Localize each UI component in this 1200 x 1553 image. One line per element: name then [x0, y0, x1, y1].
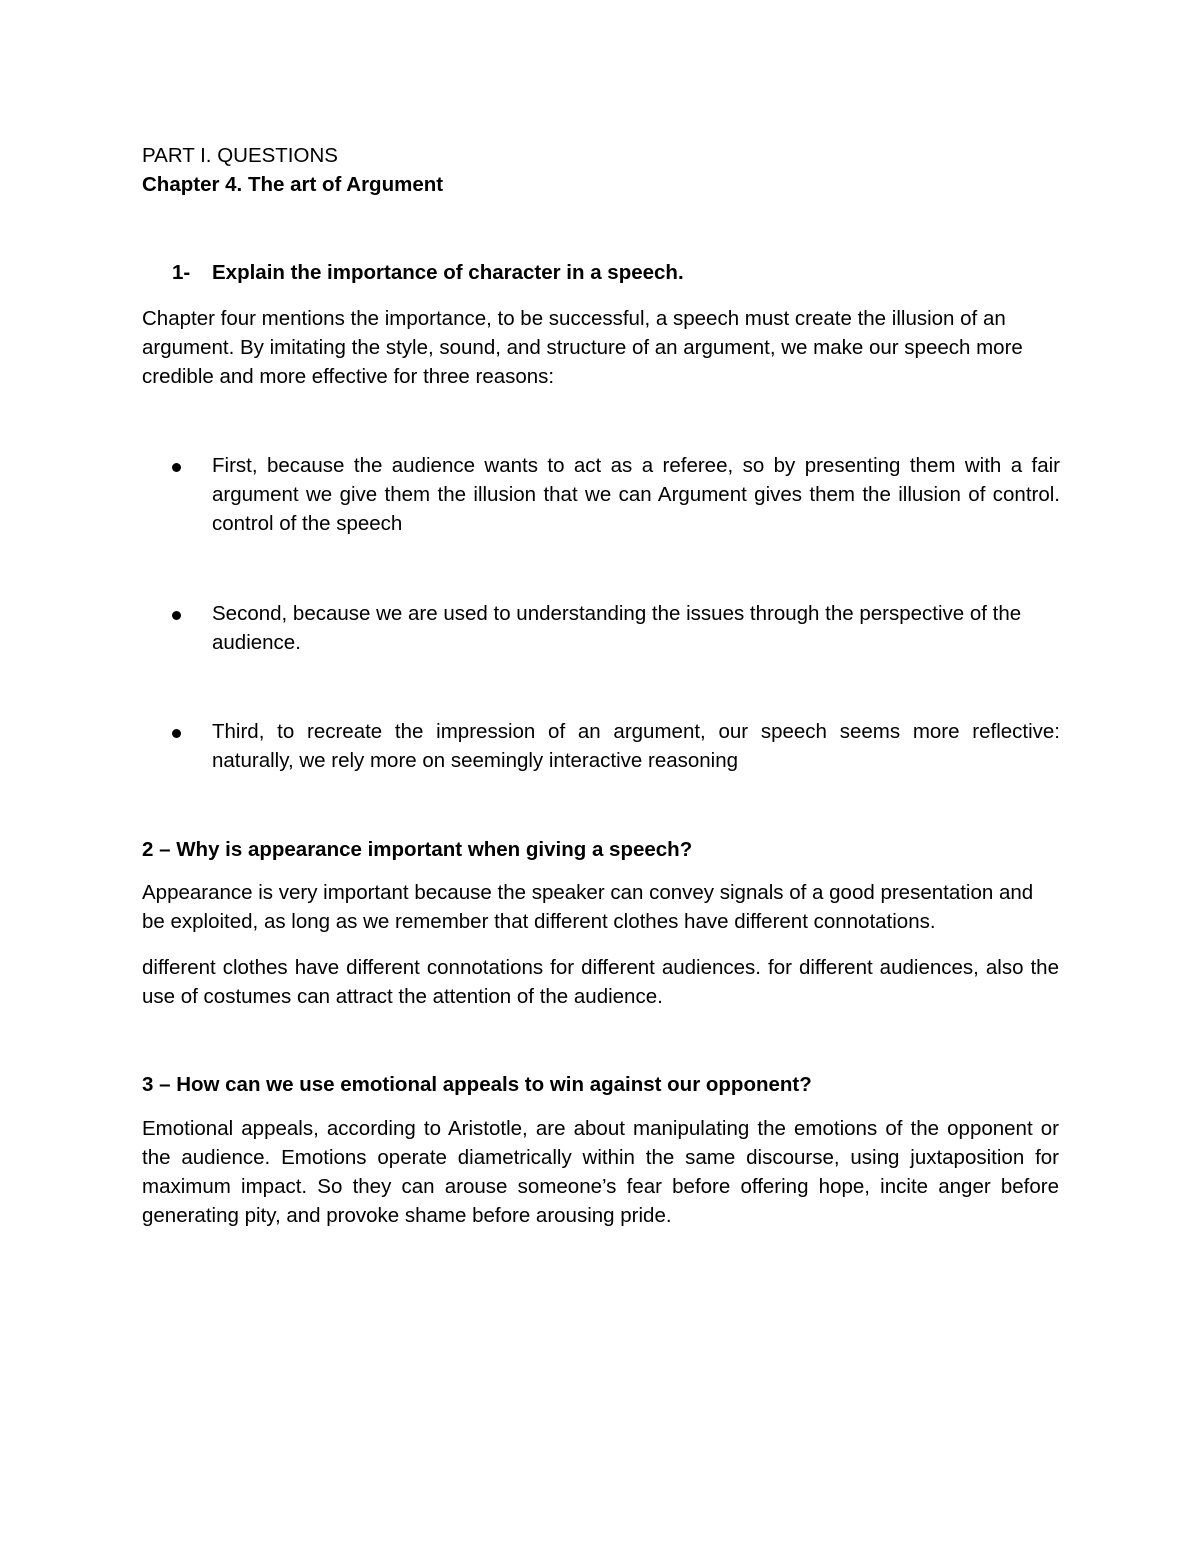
question-2-answer-1: Appearance is very important because the speaker can convey signals of a good presentation and be exploited, as long as we remember that different clothes have different connotations. — [142, 881, 1034, 933]
bullet-text: Third, to recreate the impression of an argument, our speech seems more reflective: naturally, we rely more on seemingly interactive reasoning — [212, 720, 1060, 772]
bullet-text: Second, because we are used to understanding the issues through the perspective of the audience. — [212, 602, 1022, 654]
question-3-heading: 3 – How can we use emotional appeals to win against our opponent? — [142, 1073, 812, 1096]
question-2-heading: 2 – Why is appearance important when giving a speech? — [142, 838, 693, 861]
bullet-icon — [172, 729, 181, 738]
question-3-answer: Emotional appeals, according to Aristotle, are about manipulating the emotions of the opponent or the audience. Emotions operate diametrically within the same discourse, using juxtaposition for maximum impact. So they can arouse someone’s fear before offering hope, incite anger before generating pity, and provoke shame before arousing pride. — [142, 1117, 1059, 1227]
bullet-item — [172, 599, 1060, 657]
bullet-text: First, because the audience wants to act as a referee, so by presenting them with a fair argument we give them the illusion that we can Argument gives them the illusion of control. control of the speech — [212, 454, 1060, 535]
part-title: PART I. QUESTIONS — [142, 144, 338, 167]
question-1-intro: Chapter four mentions the importance, to be successful, a speech must create the illusion of an argument. By imitating the style, sound, and structure of an argument, we make our speech more credible and more effective for three reasons: — [142, 307, 1023, 388]
bullet-icon — [172, 611, 181, 620]
bullet-icon — [172, 463, 181, 472]
chapter-title: Chapter 4. The art of Argument — [142, 173, 444, 196]
question-2-answer-2: different clothes have different connotations for different audiences. for different audiences, also the use of costumes can attract the attention of the audience. — [142, 956, 1059, 1008]
bullet-item — [172, 451, 1060, 538]
question-1-heading: Explain the importance of character in a speech. — [212, 261, 684, 284]
question-1-number: 1- — [172, 261, 191, 284]
bullet-item — [172, 717, 1060, 775]
